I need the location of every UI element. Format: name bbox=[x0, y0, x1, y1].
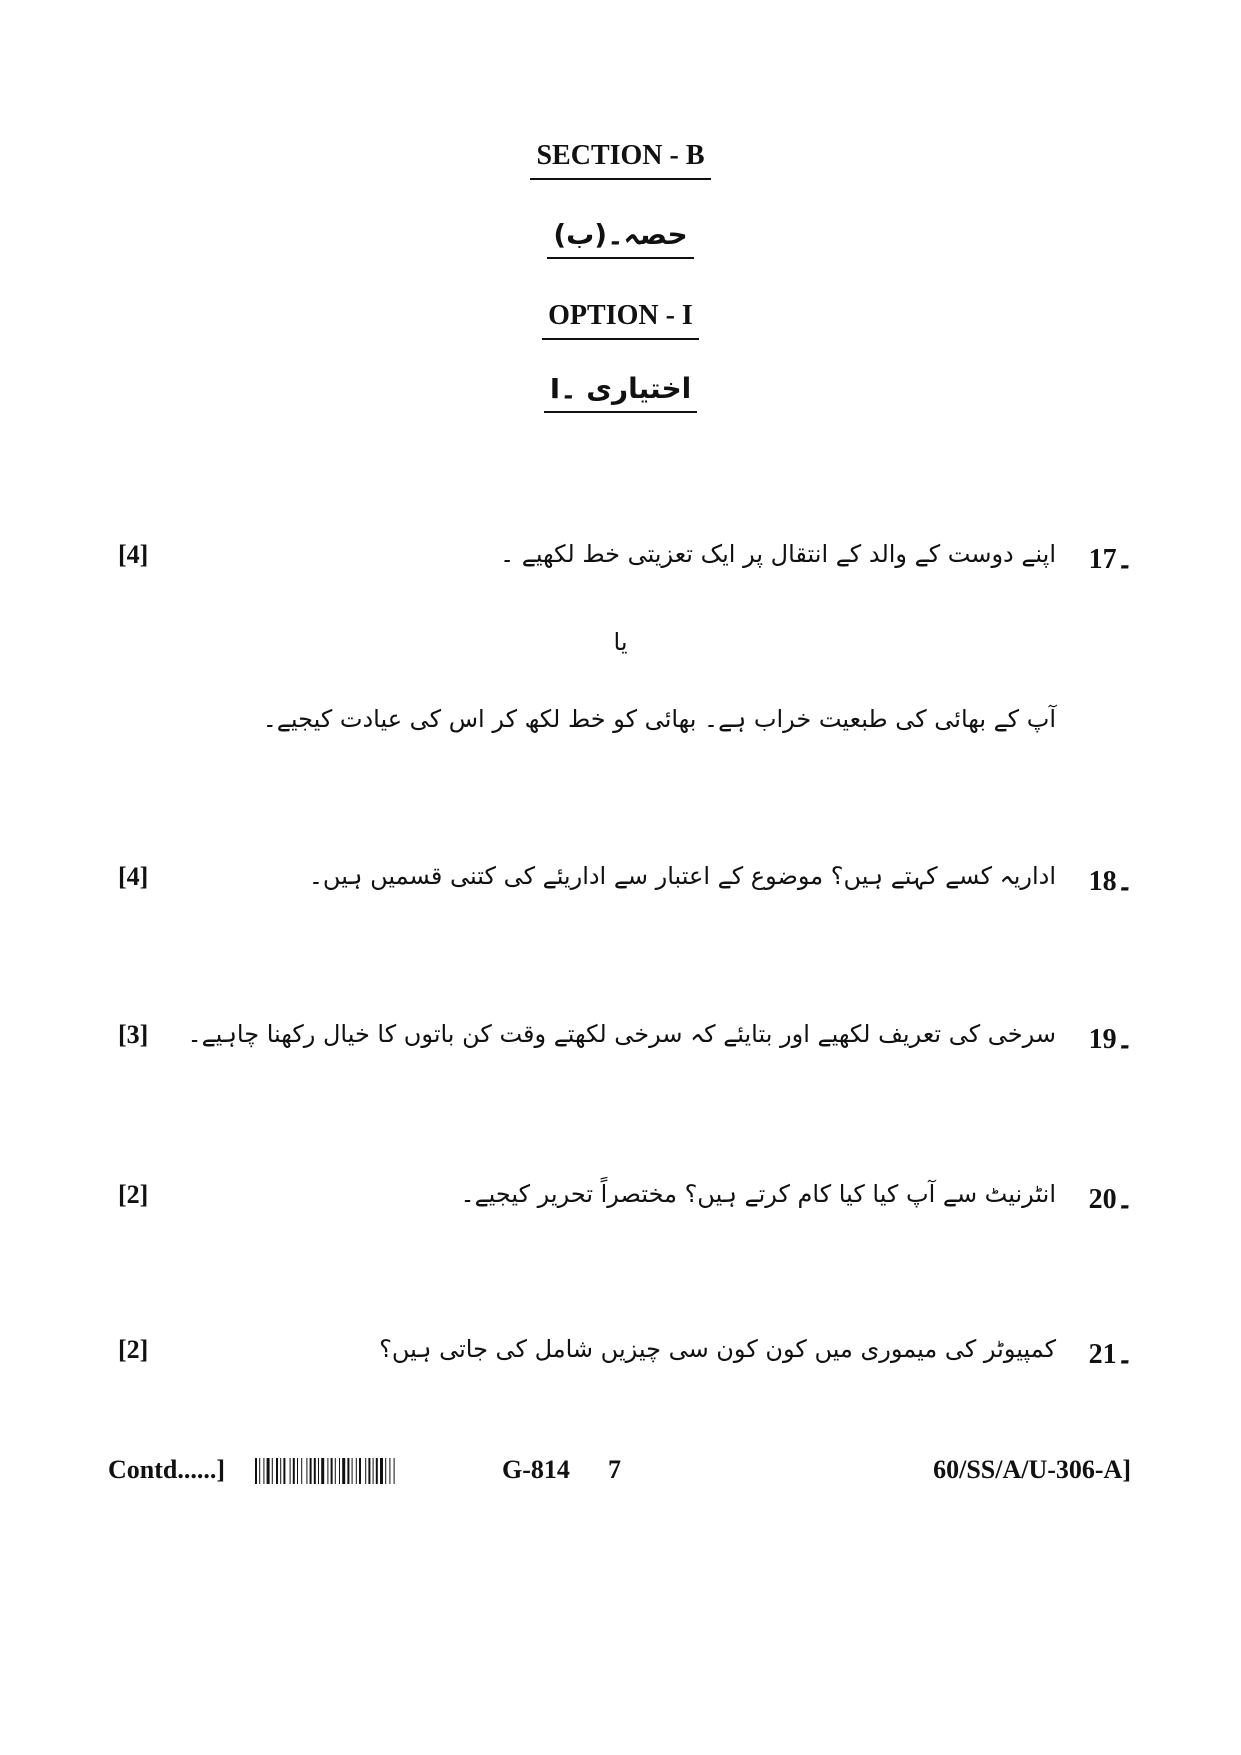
option-title-ur: اختیاری ۔I bbox=[544, 372, 698, 413]
question-20-text: انٹرنیٹ سے آپ کیا کیا کام کرتے ہیں؟ مختصراً تحریر کیجیے۔ bbox=[460, 1180, 1056, 1208]
section-title-ur: حصہ۔(ب) bbox=[547, 218, 693, 259]
option-heading-en bbox=[0, 300, 1241, 340]
question-19-number: 19۔ bbox=[1088, 1024, 1133, 1055]
question-17-text: اپنے دوست کے والد کے انتقال پر ایک تعزیتی خط لکھیے ۔ bbox=[500, 540, 1056, 568]
question-18-number: 18۔ bbox=[1088, 866, 1133, 897]
question-21-text: کمپیوٹر کی میموری میں کون کون سی چیزیں شامل کی جاتی ہیں؟ bbox=[379, 1335, 1056, 1363]
question-19-text: سرخی کی تعریف لکھیے اور بتایئے کہ سرخی لکھتے وقت کن باتوں کا خیال رکھنا چاہیے۔ bbox=[187, 1020, 1056, 1048]
marks-21: [2] bbox=[118, 1335, 149, 1364]
question-20-number: 20۔ bbox=[1088, 1184, 1133, 1215]
marks-17: [4] bbox=[118, 540, 149, 569]
booklet-code: G-814 bbox=[502, 1455, 570, 1484]
section-heading-ur bbox=[0, 218, 1241, 259]
section-title-en: SECTION - B bbox=[530, 140, 710, 180]
barcode-icon bbox=[255, 1458, 460, 1484]
question-18-text: اداریہ کسے کہتے ہیں؟ موضوع کے اعتبار سے اداریئے کی کتنی قسمیں ہیں۔ bbox=[308, 862, 1056, 890]
marks-20: [2] bbox=[118, 1180, 149, 1209]
option-title-en: OPTION - I bbox=[542, 300, 699, 340]
question-19 bbox=[0, 1020, 1241, 1070]
paper-code: 60/SS/A/U-306-A] bbox=[933, 1455, 1131, 1484]
page-number: 7 bbox=[608, 1455, 621, 1484]
question-17 bbox=[0, 540, 1241, 590]
question-17-alternative: آپ کے بھائی کی طبعیت خراب ہے۔ بھائی کو خط لکھ کر اس کی عیادت کیجیے۔ bbox=[262, 705, 1056, 733]
question-17-number: 17۔ bbox=[1088, 544, 1133, 575]
question-21-number: 21۔ bbox=[1088, 1339, 1133, 1370]
question-18 bbox=[0, 862, 1241, 912]
continued-label: Contd......] bbox=[108, 1455, 226, 1484]
or-label: یا bbox=[613, 628, 628, 656]
question-21 bbox=[0, 1335, 1241, 1385]
marks-18: [4] bbox=[118, 862, 149, 891]
marks-19: [3] bbox=[118, 1020, 149, 1049]
question-20 bbox=[0, 1180, 1241, 1230]
section-heading-en bbox=[0, 140, 1241, 180]
option-heading-ur bbox=[0, 372, 1241, 413]
page-footer bbox=[0, 1455, 1241, 1495]
